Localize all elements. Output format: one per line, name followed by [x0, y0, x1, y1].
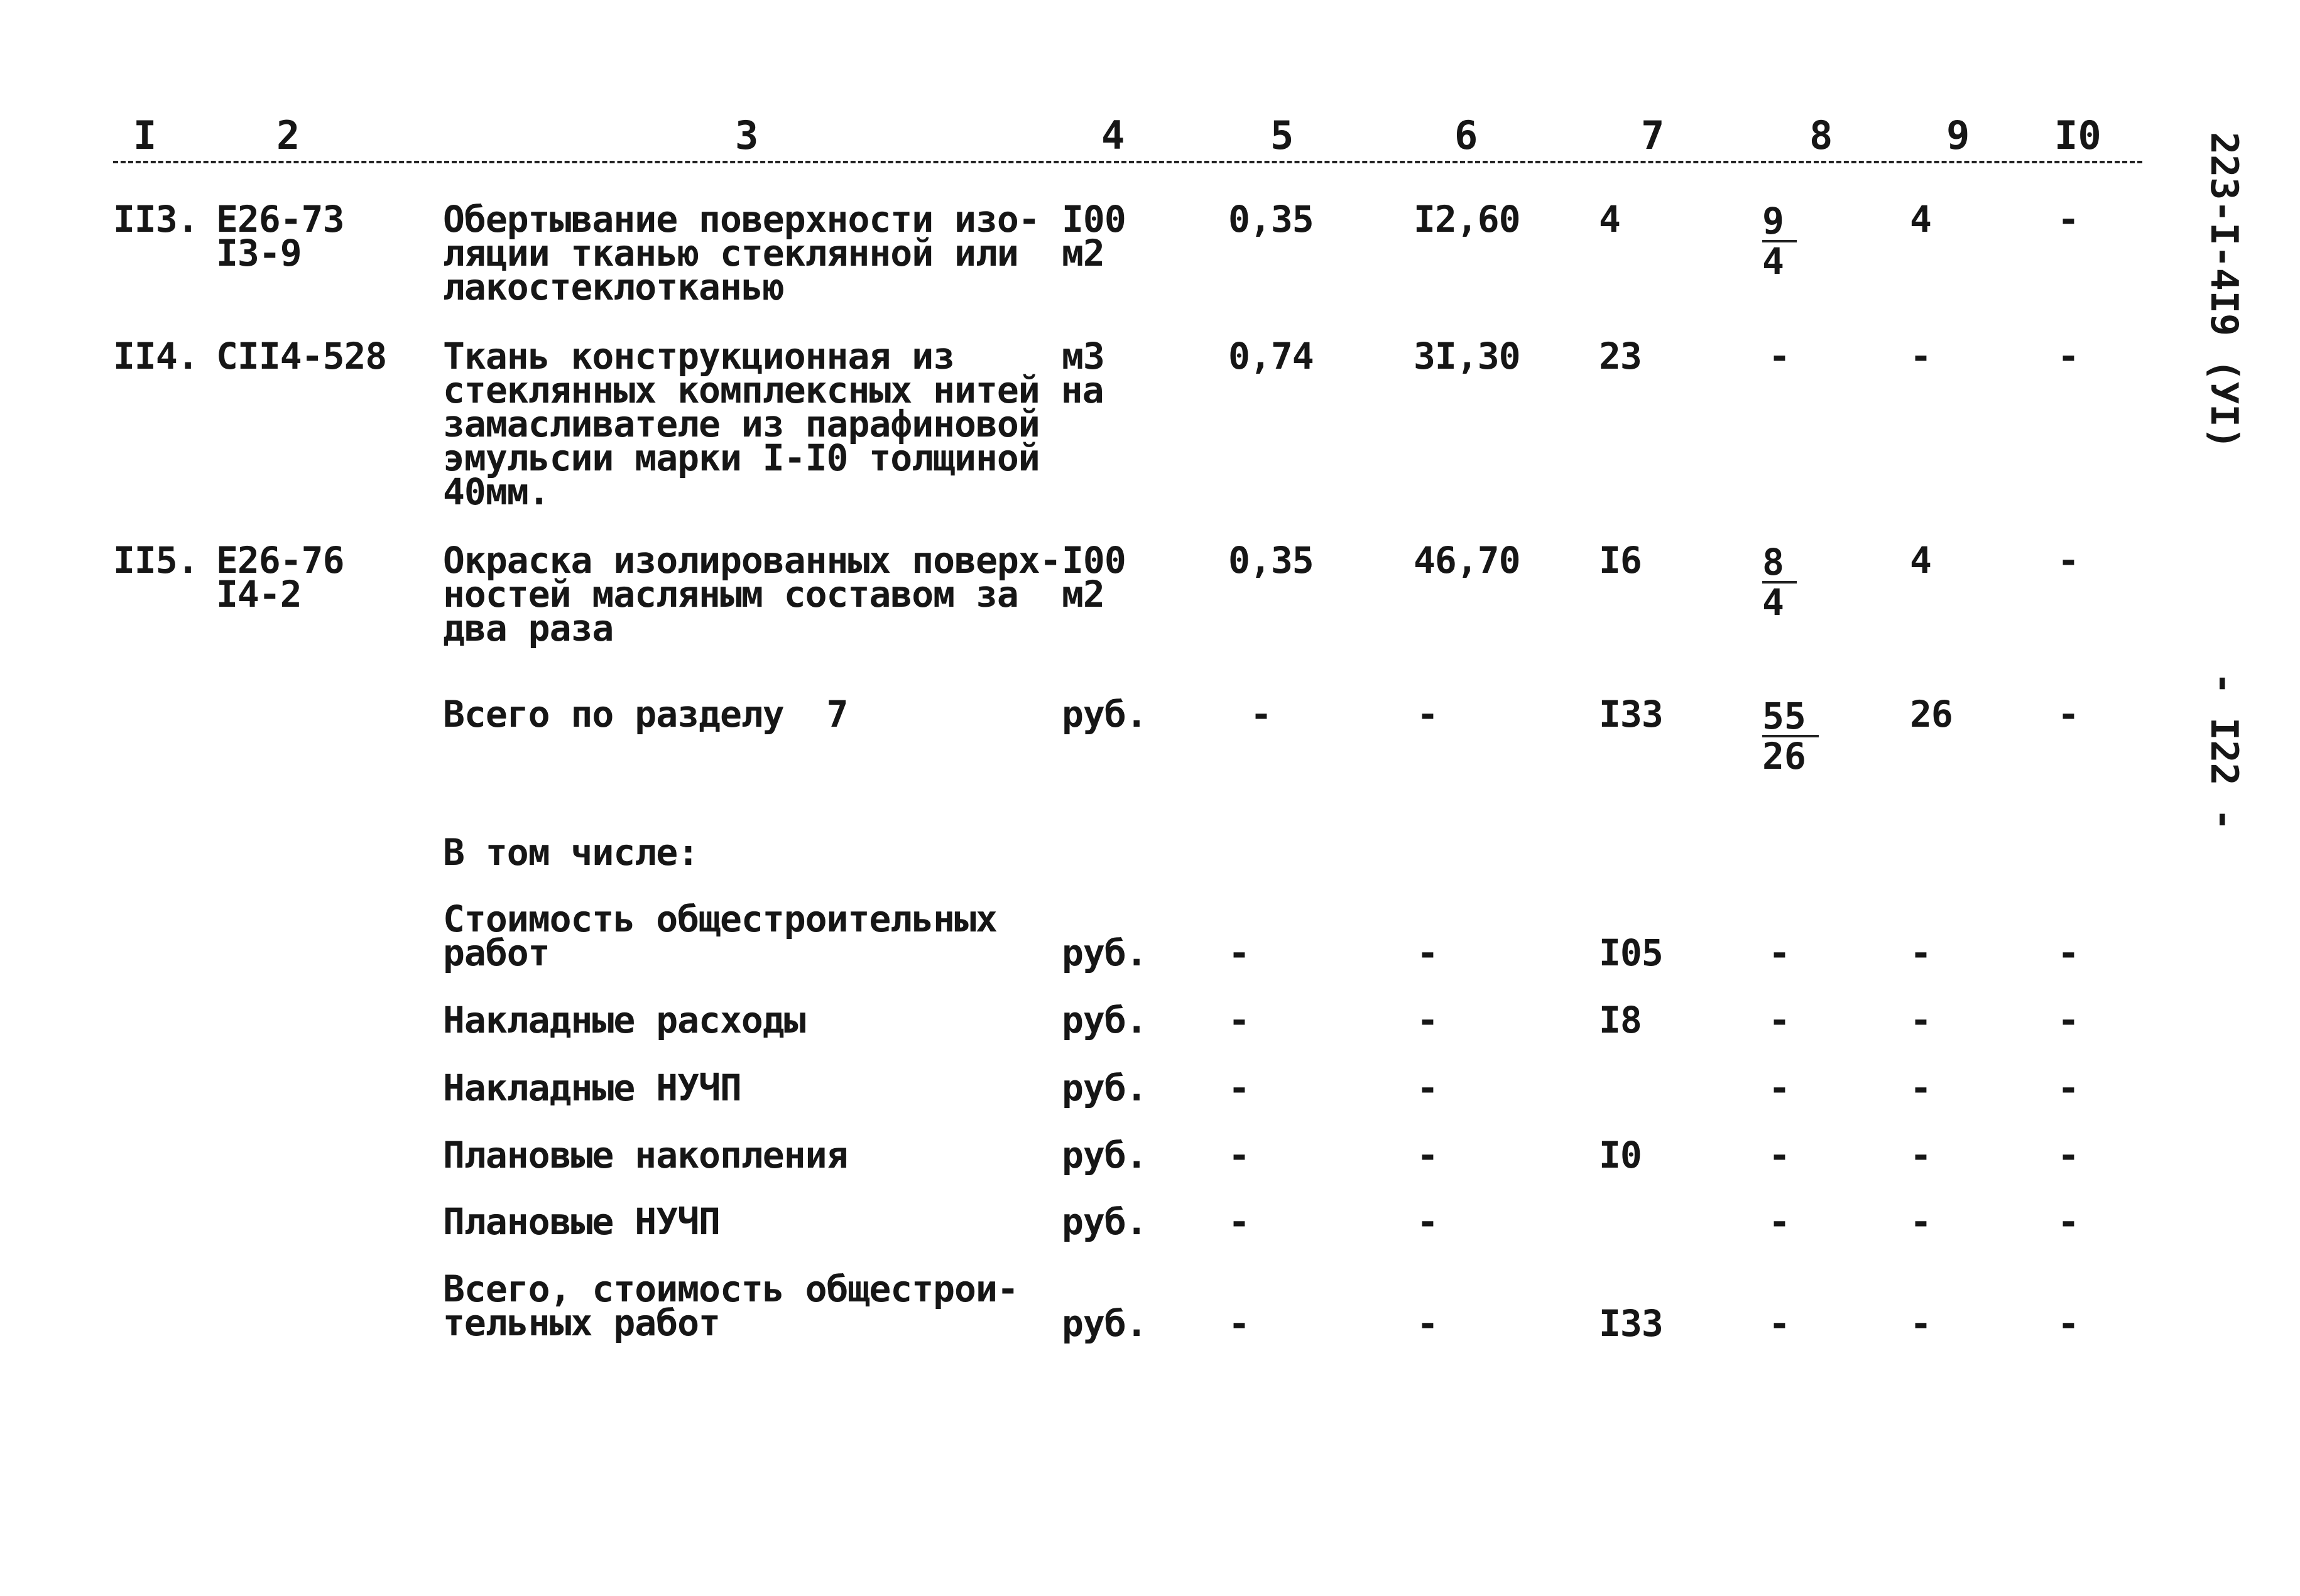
sub-3-c9: - [1910, 1067, 1931, 1109]
row-113-c8 [1762, 200, 1797, 283]
sub-3-unit: руб. [1062, 1067, 1147, 1109]
row-115-code: Е26-76 I4-2 [216, 539, 344, 616]
row-113-name: Обертывание поверхности изо- ляции тканью стеклянной или лакостеклотканью [443, 198, 1040, 308]
row-114-name: Ткань конструкционная из стеклянных комплексных нитей на замасливателе из парафиновой эмульсии марки I-I0 толщиной 40мм. [443, 335, 1104, 513]
sub-4-c8: - [1769, 1134, 1790, 1176]
row-114-c10: - [2057, 335, 2079, 377]
row-115-c9: 4 [1910, 539, 1931, 582]
sub-5-name: Плановые НУЧП [443, 1200, 720, 1243]
col-header-6: 6 [1454, 112, 1478, 158]
sub-6-c7: I33 [1599, 1302, 1663, 1345]
row-115-c7: I6 [1599, 539, 1642, 582]
sub-4-name: Плановые накопления [443, 1134, 848, 1176]
row-114-c9: - [1910, 335, 1931, 377]
col-header-1: I [133, 112, 157, 158]
row-115-c10: - [2057, 539, 2079, 582]
row-114-c8: - [1769, 335, 1790, 377]
including-label: В том числе: [443, 831, 699, 874]
sub-3-c5: - [1228, 1067, 1250, 1109]
row-113-c7: 4 [1599, 198, 1620, 241]
sub-4-c7: I0 [1599, 1134, 1642, 1176]
row-115-c8-num: 8 [1762, 543, 1797, 584]
sub-1-c8: - [1769, 931, 1790, 974]
col-header-7: 7 [1641, 112, 1665, 158]
col-header-8: 8 [1809, 112, 1833, 158]
sub-4-unit: руб. [1062, 1134, 1147, 1176]
sub-2-unit: руб. [1062, 999, 1147, 1041]
sub-2-c5: - [1228, 999, 1250, 1041]
sub-2-c10: - [2057, 999, 2079, 1041]
total-section-c8 [1762, 695, 1819, 778]
row-113-c8-den: 4 [1762, 240, 1784, 283]
side-document-code: 223-I-4I9 (УI) [2202, 132, 2246, 450]
sub-6-unit: руб. [1062, 1302, 1147, 1345]
sub-6-c6: - [1417, 1302, 1438, 1345]
sub-5-c10: - [2057, 1200, 2079, 1243]
sub-5-c5: - [1228, 1200, 1250, 1243]
total-section-c9: 26 [1910, 693, 1953, 736]
sub-6-c9: - [1910, 1302, 1931, 1345]
row-115-name: Окраска изолированных поверх- ностей масляным составом за два раза [443, 539, 1061, 649]
sub-1-c9: - [1910, 931, 1931, 974]
row-114-num: II4. [113, 335, 199, 377]
row-113-c10: - [2057, 198, 2079, 241]
sub-5-unit: руб. [1062, 1200, 1147, 1243]
row-113-c8-num: 9 [1762, 202, 1797, 242]
sub-3-name: Накладные НУЧП [443, 1067, 741, 1109]
row-113-num: II3. [113, 198, 199, 241]
col-header-3: 3 [735, 112, 759, 158]
sub-1-name: Стоимость общестроительных работ [443, 898, 997, 974]
row-115-c8-den: 4 [1762, 581, 1784, 624]
total-section-c8-num: 55 [1762, 697, 1819, 737]
row-113-c9: 4 [1910, 198, 1931, 241]
sub-2-c7: I8 [1599, 999, 1642, 1041]
row-114-c6: 3I,30 [1414, 335, 1520, 377]
sub-4-c6: - [1417, 1134, 1438, 1176]
sub-4-c10: - [2057, 1134, 2079, 1176]
col-header-10: I0 [2054, 112, 2101, 158]
row-115-c6: 46,70 [1414, 539, 1520, 582]
total-section-c8-den: 26 [1762, 735, 1806, 778]
sub-3-c8: - [1769, 1067, 1790, 1109]
side-page-number: - I22 - [2202, 672, 2246, 831]
sub-1-c5: - [1228, 931, 1250, 974]
total-section-c6: - [1417, 693, 1438, 736]
sub-4-c5: - [1228, 1134, 1250, 1176]
total-section-c7: I33 [1599, 693, 1663, 736]
col-header-9: 9 [1946, 112, 1970, 158]
sub-1-c10: - [2057, 931, 2079, 974]
col-header-5: 5 [1270, 112, 1294, 158]
sub-2-c6: - [1417, 999, 1438, 1041]
sub-5-c9: - [1910, 1200, 1931, 1243]
row-115-num: II5. [113, 539, 199, 582]
total-section-unit: руб. [1062, 693, 1147, 736]
total-section-c5: - [1250, 693, 1272, 736]
row-114-code: СII4-528 [216, 335, 387, 377]
row-113-c6: I2,60 [1414, 198, 1520, 241]
row-114-c5: 0,74 [1228, 335, 1314, 377]
sub-6-name: Всего, стоимость общестрои- тельных работ [443, 1268, 1018, 1344]
row-115-unit: I00 м2 [1062, 539, 1126, 616]
col-header-2: 2 [276, 112, 300, 158]
row-113-c5: 0,35 [1228, 198, 1314, 241]
sub-2-name: Накладные расходы [443, 999, 805, 1041]
header-rule [113, 161, 2142, 163]
sub-3-c6: - [1417, 1067, 1438, 1109]
sub-6-c5: - [1228, 1302, 1250, 1345]
row-115-c8 [1762, 541, 1797, 624]
col-header-4: 4 [1101, 112, 1125, 158]
row-113-code: Е26-73 I3-9 [216, 198, 344, 274]
sub-1-unit: руб. [1062, 931, 1147, 974]
sub-2-c8: - [1769, 999, 1790, 1041]
sub-1-c6: - [1417, 931, 1438, 974]
sub-2-c9: - [1910, 999, 1931, 1041]
row-114-unit: м3 [1062, 335, 1104, 377]
sub-6-c10: - [2057, 1302, 2079, 1345]
sub-5-c8: - [1769, 1200, 1790, 1243]
sub-6-c8: - [1769, 1302, 1790, 1345]
sub-1-c7: I05 [1599, 931, 1663, 974]
sub-5-c6: - [1417, 1200, 1438, 1243]
sub-3-c10: - [2057, 1067, 2079, 1109]
row-113-unit: I00 м2 [1062, 198, 1126, 274]
sub-4-c9: - [1910, 1134, 1931, 1176]
total-section-c10: - [2057, 693, 2079, 736]
row-115-c5: 0,35 [1228, 539, 1314, 582]
total-section-name: Всего по разделу 7 [443, 693, 848, 736]
row-114-c7: 23 [1599, 335, 1642, 377]
